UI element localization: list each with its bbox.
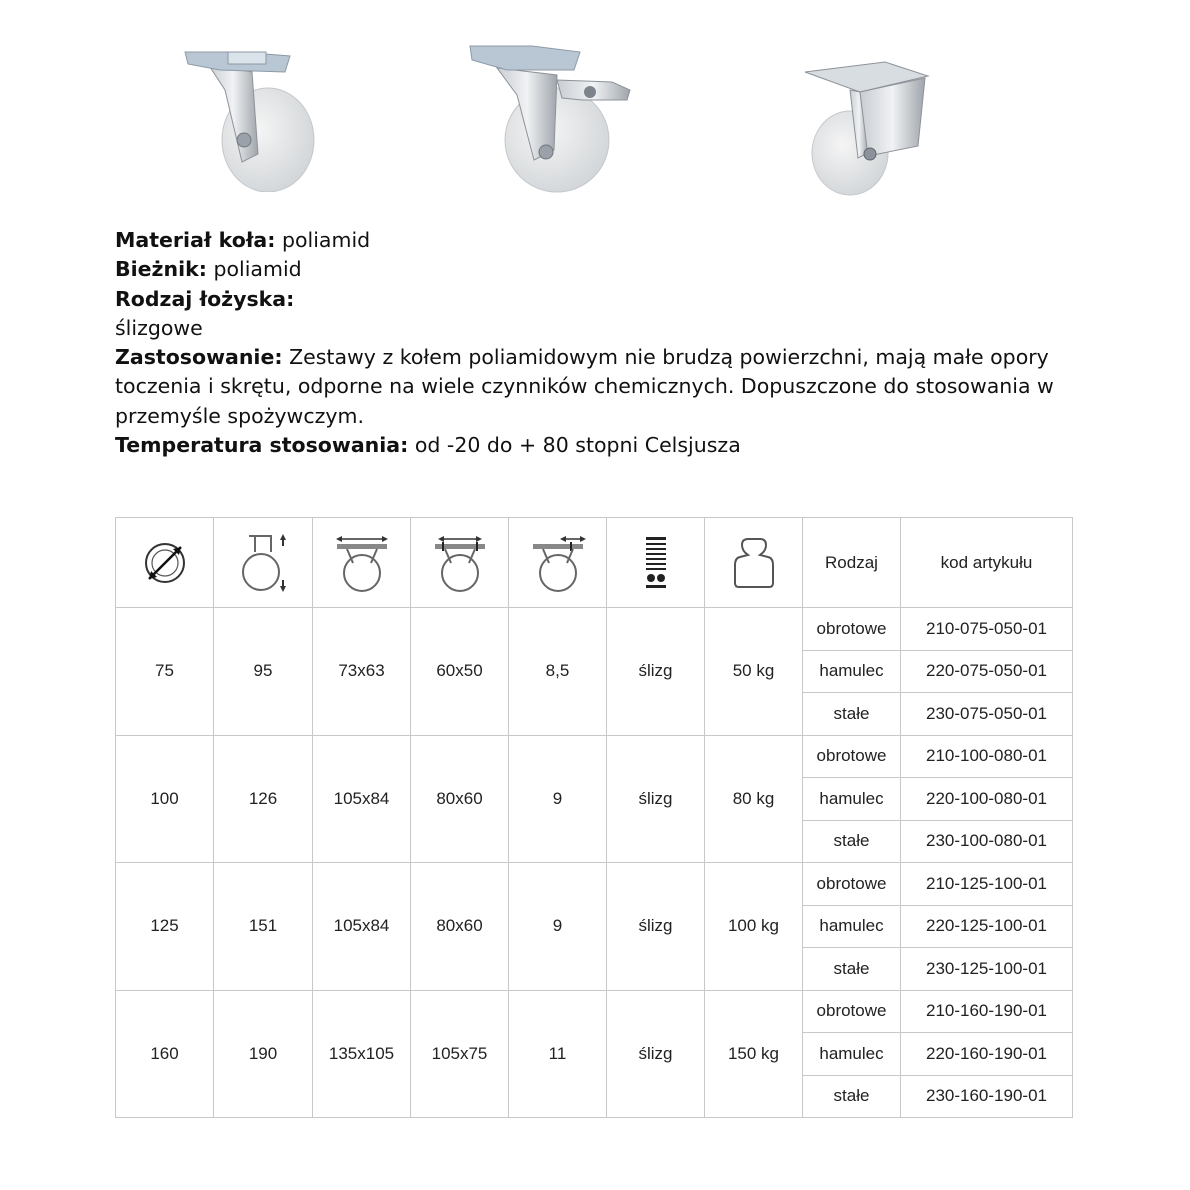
load-capacity-icon [732, 535, 776, 591]
bolt-cell: 11 [509, 990, 607, 1118]
type-cell: obrotowe [803, 863, 901, 906]
type-cell: hamulec [803, 905, 901, 948]
holes-cell: 60x50 [411, 608, 509, 736]
load-capacity-header [705, 518, 803, 608]
bearing-cell: ślizg [607, 608, 705, 736]
type-cell: hamulec [803, 778, 901, 821]
bearing-cell: ślizg [607, 735, 705, 863]
table-row [116, 735, 1073, 778]
wheel-material-value: poliamid [275, 228, 371, 252]
spec-description [115, 226, 1125, 460]
code-cell: 220-125-100-01 [901, 905, 1073, 948]
plate-cell: 105x84 [313, 735, 411, 863]
plate-cell: 105x84 [313, 863, 411, 991]
diameter-cell: 75 [116, 608, 214, 736]
application-line [115, 343, 1125, 431]
temperature-label: Temperatura stosowania: [115, 433, 409, 458]
wheel-material-label: Materiał koła: [115, 228, 276, 252]
application-label: Zastosowanie: [115, 345, 283, 370]
tread-label: Bieżnik: [115, 257, 207, 282]
type-cell: obrotowe [803, 735, 901, 778]
holes-cell: 80x60 [411, 735, 509, 863]
application-value: Zestawy z kołem poliamidowym nie brudzą powierzchni, mają małe opory toczenia i skrętu, odporne na wiele czynników chemicznych. Dopuszczone do stosowania w przemyśle spożywczym. [115, 345, 1054, 428]
diameter-cell: 100 [116, 735, 214, 863]
code-cell: 220-075-050-01 [901, 650, 1073, 693]
wheel-material-line [115, 226, 1125, 255]
diameter-cell: 125 [116, 863, 214, 991]
bearing-header [607, 518, 705, 608]
holes-cell: 105x75 [411, 990, 509, 1118]
bolt-hole-icon [529, 533, 587, 593]
load-cell: 100 kg [705, 863, 803, 991]
plate-cell: 73x63 [313, 608, 411, 736]
fixed-caster-image [800, 58, 935, 196]
total-height-header [214, 518, 313, 608]
load-cell: 80 kg [705, 735, 803, 863]
height-cell: 190 [214, 990, 313, 1118]
temperature-line [115, 431, 1125, 460]
bolt-hole-header [509, 518, 607, 608]
temperature-value: od -20 do + 80 stopni Celsjusza [408, 433, 741, 458]
code-cell: 230-100-080-01 [901, 820, 1073, 863]
code-cell: 220-100-080-01 [901, 778, 1073, 821]
height-cell: 151 [214, 863, 313, 991]
bolt-cell: 9 [509, 735, 607, 863]
load-cell: 150 kg [705, 990, 803, 1118]
hole-spacing-header [411, 518, 509, 608]
bearing-line [115, 285, 1125, 314]
plate-size-icon [333, 533, 391, 593]
bolt-cell: 9 [509, 863, 607, 991]
type-cell: stałe [803, 820, 901, 863]
plate-cell: 135x105 [313, 990, 411, 1118]
code-cell: 210-075-050-01 [901, 608, 1073, 651]
code-cell: 220-160-190-01 [901, 1033, 1073, 1076]
tread-value: poliamid [206, 257, 302, 282]
diameter-cell: 160 [116, 990, 214, 1118]
tread-line [115, 255, 1125, 284]
code-cell: 230-160-190-01 [901, 1075, 1073, 1118]
bearing-label: Rodzaj łożyska: [115, 286, 295, 311]
code-cell: 210-160-190-01 [901, 990, 1073, 1033]
code-cell: 210-100-080-01 [901, 735, 1073, 778]
type-cell: obrotowe [803, 608, 901, 651]
diameter-icon [142, 540, 188, 586]
code-cell: 230-075-050-01 [901, 693, 1073, 736]
load-cell: 50 kg [705, 608, 803, 736]
type-cell: stałe [803, 1075, 901, 1118]
table-row [116, 608, 1073, 651]
bolt-cell: 8,5 [509, 608, 607, 736]
bearing-icon [644, 535, 668, 591]
height-cell: 126 [214, 735, 313, 863]
caster-spec-table [115, 517, 1073, 1118]
type-cell: hamulec [803, 1033, 901, 1076]
bearing-value: ślizgowe [115, 315, 203, 340]
height-cell: 95 [214, 608, 313, 736]
type-cell: hamulec [803, 650, 901, 693]
code-cell: 210-125-100-01 [901, 863, 1073, 906]
type-cell: stałe [803, 948, 901, 991]
type-cell: obrotowe [803, 990, 901, 1033]
holes-cell: 80x60 [411, 863, 509, 991]
swivel-caster-with-brake-image [462, 40, 642, 195]
table-row [116, 990, 1073, 1033]
total-height-icon [235, 532, 291, 594]
kod-header: kod artykułu [901, 518, 1073, 608]
bearing-cell: ślizg [607, 990, 705, 1118]
table-row [116, 863, 1073, 906]
hole-spacing-icon [431, 533, 489, 593]
table-header-row [116, 518, 1073, 608]
code-cell: 230-125-100-01 [901, 948, 1073, 991]
rodzaj-header: Rodzaj [803, 518, 901, 608]
type-cell: stałe [803, 693, 901, 736]
bearing-cell: ślizg [607, 863, 705, 991]
swivel-caster-image [180, 42, 330, 192]
diameter-header [116, 518, 214, 608]
plate-size-header [313, 518, 411, 608]
